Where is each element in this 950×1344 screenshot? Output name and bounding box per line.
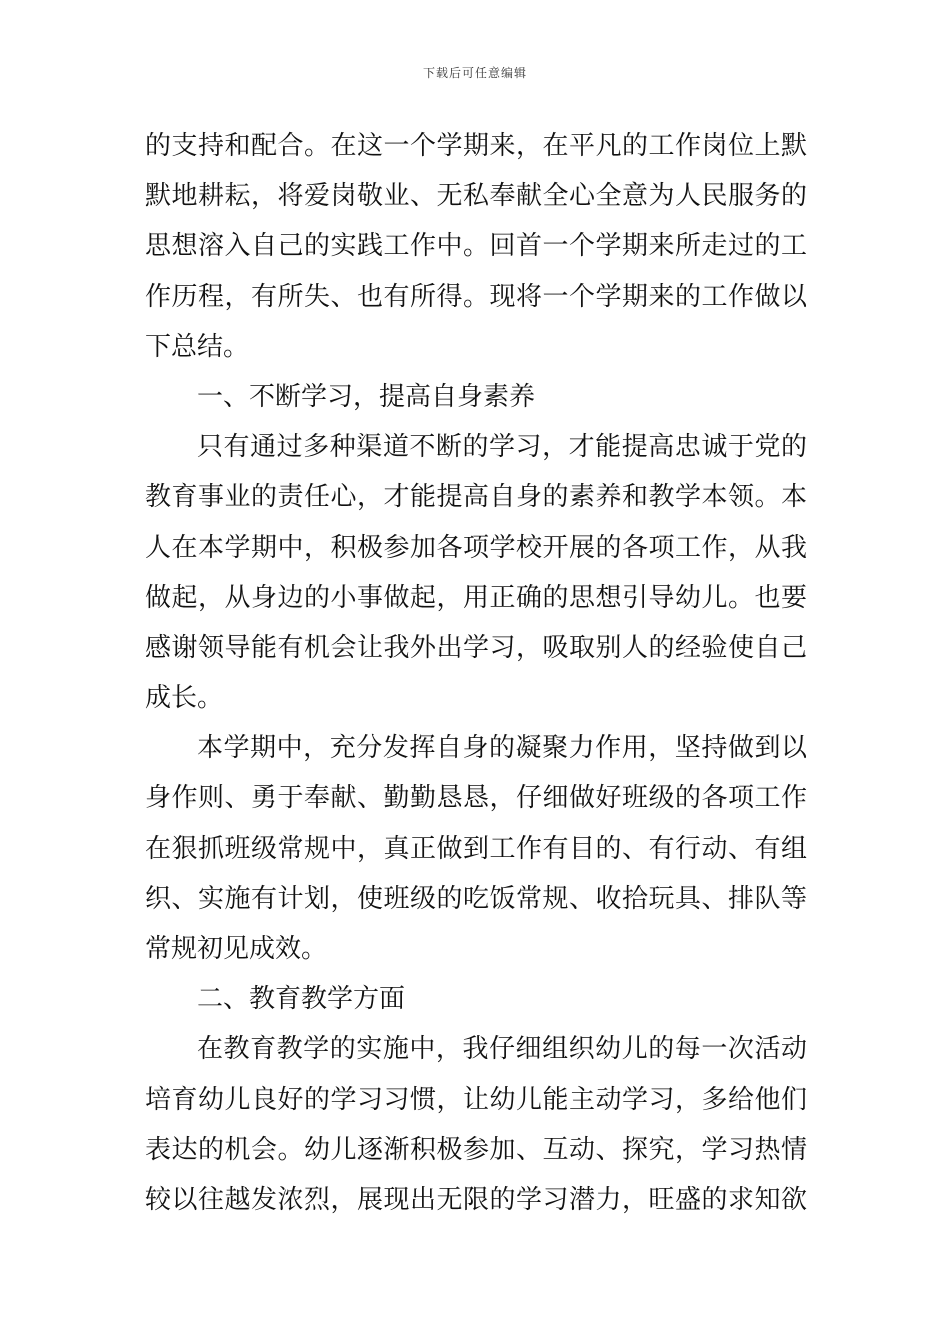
section-heading: 二、教育教学方面 bbox=[197, 984, 406, 1015]
paragraph-line: 身作则、勇于奉献、勤勤恳恳，仔细做好班级的各项工作 bbox=[145, 783, 807, 814]
paragraph-line: 常规初见成效。 bbox=[145, 934, 328, 964]
paragraph-line: 人在本学期中，积极参加各项学校开展的各项工作，从我 bbox=[145, 532, 807, 563]
section-heading: 一、不断学习，提高自身素养 bbox=[197, 381, 536, 412]
paragraph-line: 成长。 bbox=[145, 683, 224, 714]
paragraph-line: 在狠抓班级常规中，真正做到工作有目的、有行动、有组 bbox=[145, 833, 807, 864]
paragraph-line: 感谢领导能有机会让我外出学习，吸取别人的经验使自己 bbox=[145, 632, 807, 663]
paragraph-line: 教育事业的责任心，才能提高自身的素养和教学本领。本 bbox=[145, 482, 807, 513]
paragraph-line: 作历程，有所失、也有所得。现将一个学期来的工作做以 bbox=[145, 281, 807, 312]
paragraph-line: 表达的机会。幼儿逐渐积极参加、互动、探究，学习热情 bbox=[145, 1134, 807, 1165]
paragraph-line: 在教育教学的实施中，我仔细组织幼儿的每一次活动 bbox=[197, 1034, 807, 1065]
paragraph-line: 只有通过多种渠道不断的学习，才能提高忠诚于党的 bbox=[197, 432, 807, 463]
paragraph-line: 织、实施有计划，使班级的吃饭常规、收拾玩具、排队等 bbox=[145, 883, 807, 914]
paragraph-line: 思想溶入自己的实践工作中。回首一个学期来所走过的工 bbox=[145, 231, 807, 262]
paragraph-line: 较以往越发浓烈，展现出无限的学习潜力，旺盛的求知欲 bbox=[145, 1184, 807, 1215]
paragraph-line: 本学期中，充分发挥自身的凝聚力作用，坚持做到以 bbox=[197, 733, 807, 764]
paragraph-line: 的支持和配合。在这一个学期来，在平凡的工作岗位上默 bbox=[145, 131, 807, 161]
paragraph-line: 做起，从身边的小事做起，用正确的思想引导幼儿。也要 bbox=[145, 582, 807, 613]
header-note: 下载后可任意编辑 bbox=[422, 66, 527, 80]
paragraph-line: 培育幼儿良好的学习习惯，让幼儿能主动学习，多给他们 bbox=[145, 1084, 807, 1115]
paragraph-line: 下总结。 bbox=[145, 331, 250, 362]
document-body bbox=[145, 121, 807, 1225]
paragraph-line: 默地耕耘，将爱岗敬业、无私奉献全心全意为人民服务的 bbox=[145, 181, 807, 212]
